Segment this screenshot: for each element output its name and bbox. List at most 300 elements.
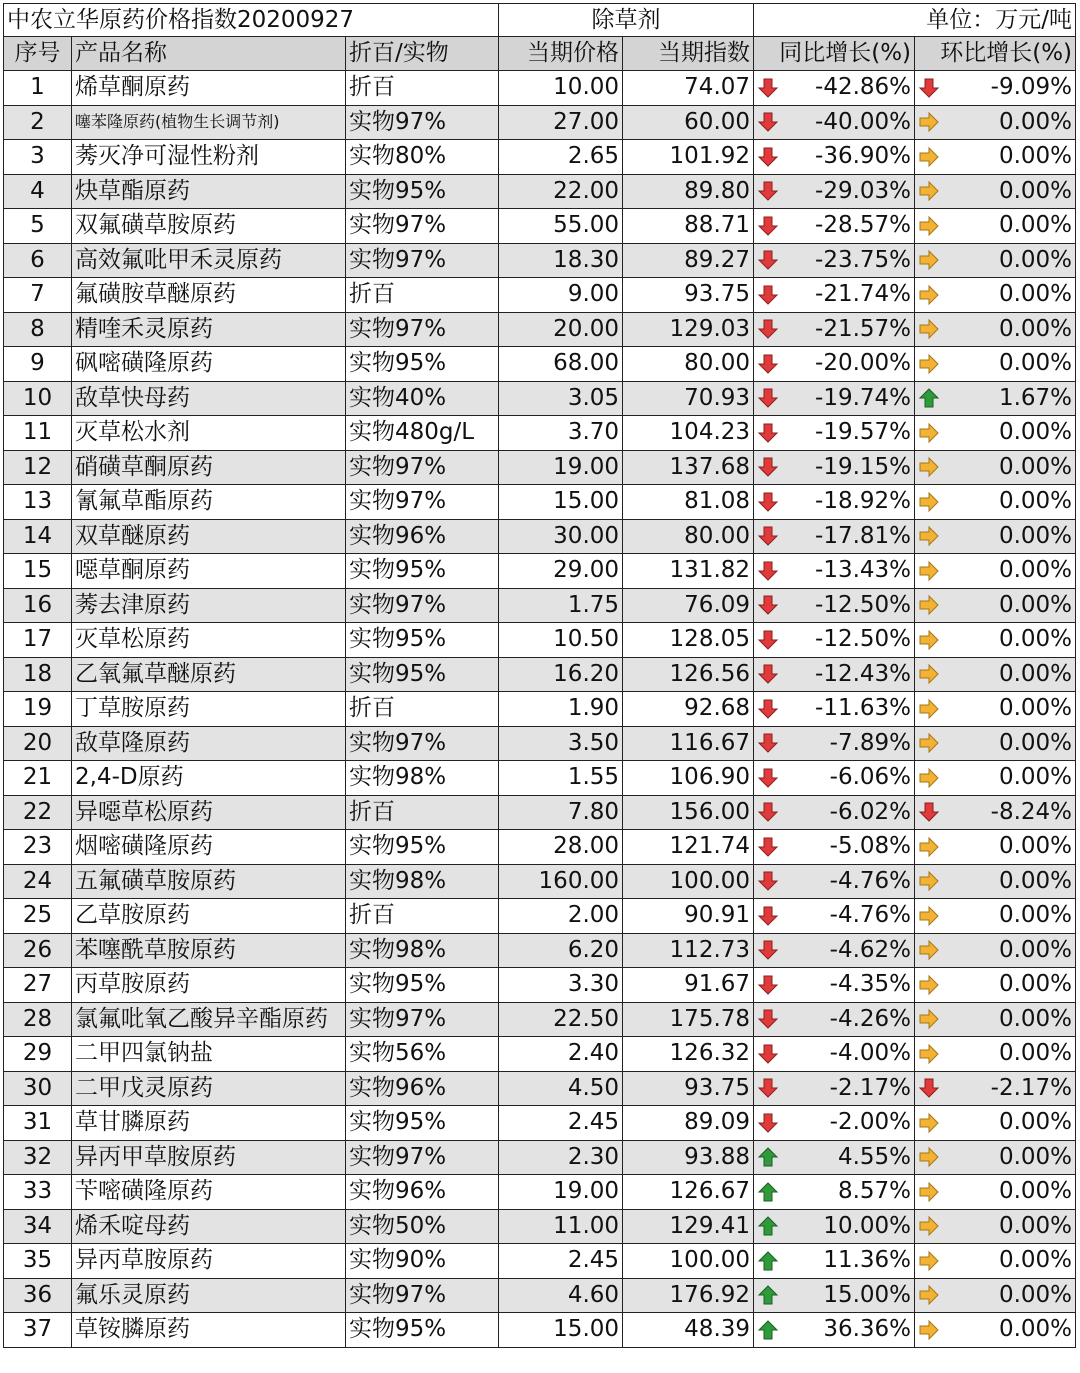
mom-value: 0.00% xyxy=(998,1040,1073,1067)
table-row xyxy=(4,692,1076,727)
spec-cell: 折百 xyxy=(346,899,499,934)
mom-cell xyxy=(915,243,1076,278)
index-cell: 48.39 xyxy=(623,1313,754,1348)
down-arrow-icon xyxy=(757,525,779,547)
product-name: 氟乐灵原药 xyxy=(72,1278,346,1313)
row-number: 28 xyxy=(4,1002,72,1037)
spec-cell: 实物95% xyxy=(346,174,499,209)
right-arrow-icon xyxy=(918,698,940,720)
mom-cell xyxy=(915,795,1076,830)
right-arrow-icon xyxy=(918,284,940,306)
product-name: 砜嘧磺隆原药 xyxy=(72,347,346,382)
yoy-cell xyxy=(754,209,915,244)
right-arrow-icon xyxy=(918,422,940,444)
down-arrow-icon xyxy=(757,1077,779,1099)
index-cell: 112.73 xyxy=(623,933,754,968)
table-row xyxy=(4,726,1076,761)
table-row xyxy=(4,485,1076,520)
row-number: 5 xyxy=(4,209,72,244)
mom-value: 0.00% xyxy=(998,902,1073,929)
yoy-value: -4.35% xyxy=(829,971,912,998)
yoy-cell xyxy=(754,381,915,416)
mom-value: 0.00% xyxy=(998,729,1073,756)
yoy-value: -28.57% xyxy=(815,212,912,239)
mom-value: 0.00% xyxy=(998,488,1073,515)
yoy-value: -19.15% xyxy=(815,453,912,480)
mom-cell xyxy=(915,485,1076,520)
yoy-cell xyxy=(754,588,915,623)
yoy-cell xyxy=(754,761,915,796)
price-cell: 1.90 xyxy=(499,692,623,727)
yoy-value: -2.00% xyxy=(829,1109,912,1136)
down-arrow-icon xyxy=(757,1112,779,1134)
right-arrow-icon xyxy=(918,525,940,547)
table-row xyxy=(4,1313,1076,1348)
mom-cell xyxy=(915,830,1076,865)
spec-cell: 实物95% xyxy=(346,830,499,865)
mom-cell xyxy=(915,381,1076,416)
price-cell: 19.00 xyxy=(499,1175,623,1210)
down-arrow-icon xyxy=(757,939,779,961)
yoy-value: -4.76% xyxy=(829,867,912,894)
mom-value: 0.00% xyxy=(998,212,1073,239)
right-arrow-icon xyxy=(918,939,940,961)
yoy-cell xyxy=(754,899,915,934)
yoy-value: 15.00% xyxy=(823,1281,912,1308)
mom-cell xyxy=(915,1037,1076,1072)
right-arrow-icon xyxy=(918,215,940,237)
right-arrow-icon xyxy=(918,111,940,133)
right-arrow-icon xyxy=(918,1181,940,1203)
price-cell: 29.00 xyxy=(499,554,623,589)
index-cell: 128.05 xyxy=(623,623,754,658)
yoy-cell xyxy=(754,554,915,589)
yoy-cell xyxy=(754,692,915,727)
yoy-value: -12.43% xyxy=(815,660,912,687)
spec-cell: 实物95% xyxy=(346,554,499,589)
mom-cell xyxy=(915,174,1076,209)
mom-cell xyxy=(915,1071,1076,1106)
product-name: 硝磺草酮原药 xyxy=(72,450,346,485)
down-arrow-icon xyxy=(757,180,779,202)
row-number: 29 xyxy=(4,1037,72,1072)
product-name: 灭草松水剂 xyxy=(72,416,346,451)
yoy-cell xyxy=(754,933,915,968)
product-name: 异丙甲草胺原药 xyxy=(72,1140,346,1175)
mom-cell xyxy=(915,968,1076,1003)
row-number: 1 xyxy=(4,71,72,106)
mom-cell xyxy=(915,1313,1076,1348)
yoy-value: 36.36% xyxy=(823,1316,912,1343)
product-name: 莠灭净可湿性粉剂 xyxy=(72,140,346,175)
table-row xyxy=(4,1244,1076,1279)
product-name: 烟嘧磺隆原药 xyxy=(72,830,346,865)
price-cell: 68.00 xyxy=(499,347,623,382)
index-cell: 116.67 xyxy=(623,726,754,761)
yoy-value: -21.57% xyxy=(815,315,912,342)
yoy-cell xyxy=(754,416,915,451)
product-name: 氯氟吡氧乙酸异辛酯原药 xyxy=(72,1002,346,1037)
mom-value: 0.00% xyxy=(998,1143,1073,1170)
mom-value: 0.00% xyxy=(998,971,1073,998)
index-cell: 89.27 xyxy=(623,243,754,278)
row-number: 27 xyxy=(4,968,72,1003)
mom-value: 0.00% xyxy=(998,350,1073,377)
table-row xyxy=(4,1175,1076,1210)
yoy-cell xyxy=(754,450,915,485)
yoy-cell xyxy=(754,1278,915,1313)
row-number: 8 xyxy=(4,312,72,347)
row-number: 6 xyxy=(4,243,72,278)
index-cell: 100.00 xyxy=(623,864,754,899)
index-cell: 89.09 xyxy=(623,1106,754,1141)
yoy-cell xyxy=(754,312,915,347)
price-cell: 55.00 xyxy=(499,209,623,244)
mom-cell xyxy=(915,416,1076,451)
index-cell: 104.23 xyxy=(623,416,754,451)
yoy-value: -7.89% xyxy=(829,729,912,756)
down-arrow-icon xyxy=(757,905,779,927)
index-cell: 106.90 xyxy=(623,761,754,796)
yoy-value: -4.76% xyxy=(829,902,912,929)
product-name: 敌草隆原药 xyxy=(72,726,346,761)
index-cell: 91.67 xyxy=(623,968,754,1003)
right-arrow-icon xyxy=(918,870,940,892)
mom-value: 0.00% xyxy=(998,660,1073,687)
mom-cell xyxy=(915,657,1076,692)
mom-cell xyxy=(915,726,1076,761)
down-arrow-icon xyxy=(757,594,779,616)
spec-cell: 实物97% xyxy=(346,243,499,278)
right-arrow-icon xyxy=(918,249,940,271)
mom-value: 0.00% xyxy=(998,626,1073,653)
index-cell: 126.67 xyxy=(623,1175,754,1210)
mom-value: -2.17% xyxy=(990,1074,1073,1101)
price-cell: 2.40 xyxy=(499,1037,623,1072)
up-arrow-icon xyxy=(918,387,940,409)
down-arrow-icon xyxy=(757,215,779,237)
table-row xyxy=(4,105,1076,140)
yoy-cell xyxy=(754,71,915,106)
price-cell: 160.00 xyxy=(499,864,623,899)
product-name: 敌草快母药 xyxy=(72,381,346,416)
product-name: 丁草胺原药 xyxy=(72,692,346,727)
yoy-cell xyxy=(754,1244,915,1279)
mom-value: 0.00% xyxy=(998,1247,1073,1274)
price-cell: 2.30 xyxy=(499,1140,623,1175)
down-arrow-icon xyxy=(757,284,779,306)
down-arrow-icon xyxy=(918,77,940,99)
right-arrow-icon xyxy=(918,1112,940,1134)
row-number: 32 xyxy=(4,1140,72,1175)
table-row xyxy=(4,795,1076,830)
mom-cell xyxy=(915,588,1076,623)
table-row xyxy=(4,1278,1076,1313)
row-number: 19 xyxy=(4,692,72,727)
yoy-value: 4.55% xyxy=(837,1143,912,1170)
product-name: 苄嘧磺隆原药 xyxy=(72,1175,346,1210)
spec-cell: 实物50% xyxy=(346,1209,499,1244)
down-arrow-icon xyxy=(757,663,779,685)
spec-cell: 实物97% xyxy=(346,1140,499,1175)
table-row xyxy=(4,381,1076,416)
yoy-cell xyxy=(754,278,915,313)
mom-value: 0.00% xyxy=(998,695,1073,722)
row-number: 20 xyxy=(4,726,72,761)
header-yoy: 同比增长(%) xyxy=(754,37,915,71)
down-arrow-icon xyxy=(757,629,779,651)
product-name: 草甘膦原药 xyxy=(72,1106,346,1141)
product-name: 苯噻酰草胺原药 xyxy=(72,933,346,968)
row-number: 16 xyxy=(4,588,72,623)
yoy-cell xyxy=(754,968,915,1003)
index-cell: 93.88 xyxy=(623,1140,754,1175)
mom-value: 0.00% xyxy=(998,591,1073,618)
price-cell: 2.45 xyxy=(499,1106,623,1141)
right-arrow-icon xyxy=(918,318,940,340)
right-arrow-icon xyxy=(918,767,940,789)
up-arrow-icon xyxy=(757,1284,779,1306)
product-name: 二甲戊灵原药 xyxy=(72,1071,346,1106)
index-cell: 129.41 xyxy=(623,1209,754,1244)
yoy-cell xyxy=(754,1002,915,1037)
spec-cell: 实物98% xyxy=(346,933,499,968)
price-cell: 3.05 xyxy=(499,381,623,416)
table-row xyxy=(4,1002,1076,1037)
spec-cell: 实物97% xyxy=(346,1002,499,1037)
mom-cell xyxy=(915,933,1076,968)
index-cell: 88.71 xyxy=(623,209,754,244)
up-arrow-icon xyxy=(757,1250,779,1272)
price-cell: 22.00 xyxy=(499,174,623,209)
yoy-cell xyxy=(754,1175,915,1210)
product-name: 烯禾啶母药 xyxy=(72,1209,346,1244)
down-arrow-icon xyxy=(757,732,779,754)
table-row xyxy=(4,657,1076,692)
price-cell: 20.00 xyxy=(499,312,623,347)
spec-cell: 实物95% xyxy=(346,347,499,382)
spec-cell: 折百 xyxy=(346,795,499,830)
product-name: 莠去津原药 xyxy=(72,588,346,623)
mom-value: 0.00% xyxy=(998,1178,1073,1205)
table-row xyxy=(4,1037,1076,1072)
price-cell: 18.30 xyxy=(499,243,623,278)
row-number: 34 xyxy=(4,1209,72,1244)
right-arrow-icon xyxy=(918,663,940,685)
price-cell: 3.70 xyxy=(499,416,623,451)
spec-cell: 实物95% xyxy=(346,968,499,1003)
product-name: 乙草胺原药 xyxy=(72,899,346,934)
spec-cell: 实物98% xyxy=(346,761,499,796)
mom-cell xyxy=(915,554,1076,589)
spec-cell: 实物80% xyxy=(346,140,499,175)
price-cell: 11.00 xyxy=(499,1209,623,1244)
table-row xyxy=(4,416,1076,451)
table-row xyxy=(4,761,1076,796)
product-name: 灭草松原药 xyxy=(72,623,346,658)
mom-cell xyxy=(915,899,1076,934)
table-row xyxy=(4,519,1076,554)
yoy-cell xyxy=(754,830,915,865)
yoy-value: -18.92% xyxy=(815,488,912,515)
spec-cell: 折百 xyxy=(346,278,499,313)
price-cell: 9.00 xyxy=(499,278,623,313)
up-arrow-icon xyxy=(757,1146,779,1168)
table-row xyxy=(4,588,1076,623)
spec-cell: 折百 xyxy=(346,71,499,106)
right-arrow-icon xyxy=(918,456,940,478)
down-arrow-icon xyxy=(757,974,779,996)
price-cell: 6.20 xyxy=(499,933,623,968)
header-mom: 环比增长(%) xyxy=(915,37,1076,71)
header-price: 当期价格 xyxy=(499,37,623,71)
right-arrow-icon xyxy=(918,629,940,651)
price-cell: 27.00 xyxy=(499,105,623,140)
yoy-value: 10.00% xyxy=(823,1212,912,1239)
right-arrow-icon xyxy=(918,560,940,582)
title-row xyxy=(4,4,1076,37)
table-row xyxy=(4,554,1076,589)
yoy-value: -21.74% xyxy=(815,281,912,308)
table-row xyxy=(4,1140,1076,1175)
spec-cell: 折百 xyxy=(346,692,499,727)
mom-value: 0.00% xyxy=(998,177,1073,204)
table-row xyxy=(4,209,1076,244)
down-arrow-icon xyxy=(757,767,779,789)
index-cell: 175.78 xyxy=(623,1002,754,1037)
yoy-value: 11.36% xyxy=(823,1247,912,1274)
right-arrow-icon xyxy=(918,594,940,616)
row-number: 11 xyxy=(4,416,72,451)
row-number: 12 xyxy=(4,450,72,485)
category-label: 除草剂 xyxy=(499,4,754,37)
yoy-value: -4.00% xyxy=(829,1040,912,1067)
index-cell: 100.00 xyxy=(623,1244,754,1279)
index-cell: 176.92 xyxy=(623,1278,754,1313)
product-name: 2,4-D原药 xyxy=(72,761,346,796)
row-number: 22 xyxy=(4,795,72,830)
spec-cell: 实物97% xyxy=(346,105,499,140)
table-row xyxy=(4,71,1076,106)
index-cell: 93.75 xyxy=(623,278,754,313)
yoy-cell xyxy=(754,864,915,899)
table-row xyxy=(4,1106,1076,1141)
spec-cell: 实物96% xyxy=(346,519,499,554)
product-name: 五氟磺草胺原药 xyxy=(72,864,346,899)
price-cell: 4.50 xyxy=(499,1071,623,1106)
mom-cell xyxy=(915,1278,1076,1313)
index-cell: 101.92 xyxy=(623,140,754,175)
right-arrow-icon xyxy=(918,1250,940,1272)
mom-cell xyxy=(915,1106,1076,1141)
index-cell: 89.80 xyxy=(623,174,754,209)
table-row xyxy=(4,243,1076,278)
yoy-cell xyxy=(754,795,915,830)
table-row xyxy=(4,174,1076,209)
right-arrow-icon xyxy=(918,836,940,858)
yoy-cell xyxy=(754,485,915,520)
mom-value: 0.00% xyxy=(998,1109,1073,1136)
row-number: 3 xyxy=(4,140,72,175)
price-cell: 2.45 xyxy=(499,1244,623,1279)
up-arrow-icon xyxy=(757,1181,779,1203)
price-cell: 15.00 xyxy=(499,485,623,520)
yoy-cell xyxy=(754,519,915,554)
row-number: 31 xyxy=(4,1106,72,1141)
index-cell: 70.93 xyxy=(623,381,754,416)
mom-cell xyxy=(915,312,1076,347)
mom-cell xyxy=(915,209,1076,244)
spec-cell: 实物95% xyxy=(346,1313,499,1348)
mom-value: 0.00% xyxy=(998,557,1073,584)
mom-value: 0.00% xyxy=(998,764,1073,791)
row-number: 13 xyxy=(4,485,72,520)
down-arrow-icon xyxy=(757,870,779,892)
price-index-table xyxy=(3,3,1076,1348)
yoy-value: -4.26% xyxy=(829,1005,912,1032)
price-cell: 16.20 xyxy=(499,657,623,692)
mom-value: 0.00% xyxy=(998,246,1073,273)
mom-value: 0.00% xyxy=(998,1316,1073,1343)
right-arrow-icon xyxy=(918,905,940,927)
product-name: 双草醚原药 xyxy=(72,519,346,554)
price-cell: 10.50 xyxy=(499,623,623,658)
mom-cell xyxy=(915,1140,1076,1175)
down-arrow-icon xyxy=(757,456,779,478)
yoy-value: -6.06% xyxy=(829,764,912,791)
index-cell: 126.56 xyxy=(623,657,754,692)
product-name: 精喹禾灵原药 xyxy=(72,312,346,347)
product-name: 双氟磺草胺原药 xyxy=(72,209,346,244)
spec-cell: 实物98% xyxy=(346,864,499,899)
header-no: 序号 xyxy=(4,37,72,71)
right-arrow-icon xyxy=(918,491,940,513)
yoy-value: -12.50% xyxy=(815,591,912,618)
yoy-value: -5.08% xyxy=(829,833,912,860)
right-arrow-icon xyxy=(918,1146,940,1168)
mom-cell xyxy=(915,347,1076,382)
spec-cell: 实物56% xyxy=(346,1037,499,1072)
mom-cell xyxy=(915,1209,1076,1244)
row-number: 4 xyxy=(4,174,72,209)
product-name: 异丙草胺原药 xyxy=(72,1244,346,1279)
yoy-cell xyxy=(754,174,915,209)
index-cell: 74.07 xyxy=(623,71,754,106)
table-row xyxy=(4,347,1076,382)
header-index: 当期指数 xyxy=(623,37,754,71)
price-cell: 28.00 xyxy=(499,830,623,865)
index-cell: 81.08 xyxy=(623,485,754,520)
right-arrow-icon xyxy=(918,1215,940,1237)
table-row xyxy=(4,312,1076,347)
down-arrow-icon xyxy=(757,318,779,340)
yoy-cell xyxy=(754,1140,915,1175)
table-row xyxy=(4,1209,1076,1244)
row-number: 7 xyxy=(4,278,72,313)
spec-cell: 实物90% xyxy=(346,1244,499,1279)
right-arrow-icon xyxy=(918,146,940,168)
spec-cell: 实物96% xyxy=(346,1175,499,1210)
row-number: 30 xyxy=(4,1071,72,1106)
yoy-cell xyxy=(754,657,915,692)
yoy-cell xyxy=(754,347,915,382)
product-name: 炔草酯原药 xyxy=(72,174,346,209)
up-arrow-icon xyxy=(757,1319,779,1341)
mom-value: 0.00% xyxy=(998,281,1073,308)
spec-cell: 实物97% xyxy=(346,312,499,347)
product-name: 异噁草松原药 xyxy=(72,795,346,830)
price-cell: 15.00 xyxy=(499,1313,623,1348)
